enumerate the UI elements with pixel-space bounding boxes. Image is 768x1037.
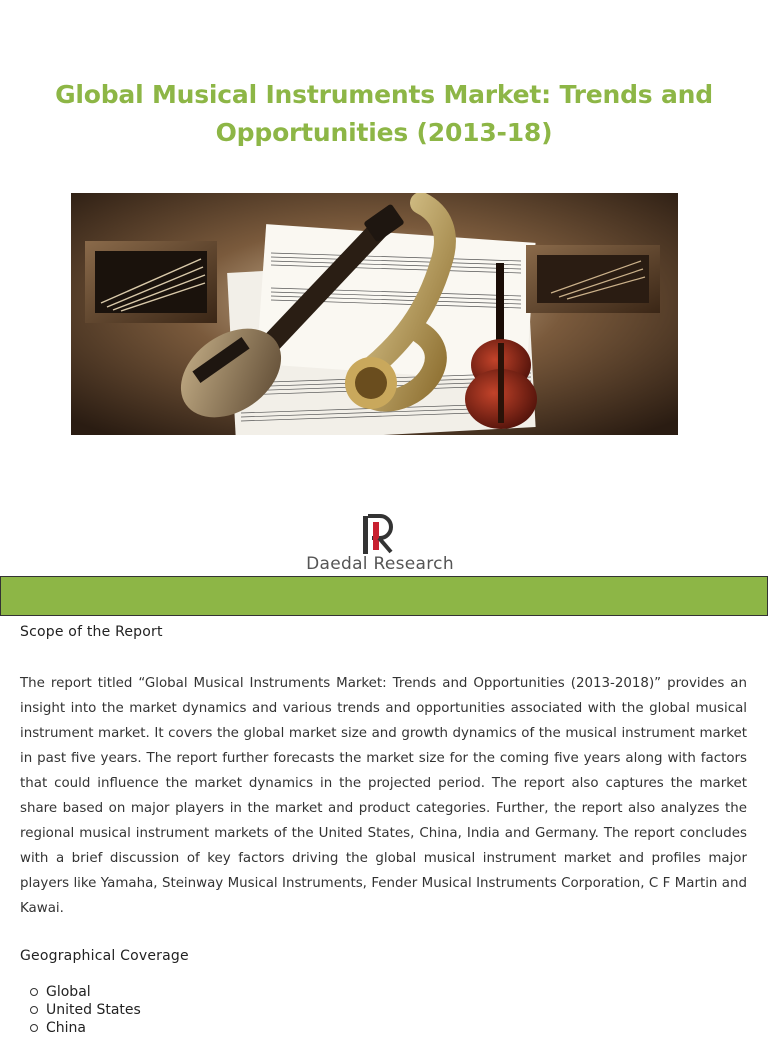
bullet-icon [30, 988, 38, 996]
scope-heading: Scope of the Report [20, 624, 163, 640]
geography-item-label: United States [46, 1002, 141, 1018]
scope-paragraph: The report titled “Global Musical Instruments Market: Trends and Opportunities (2013-2018)” provides an insight into the market dynamics and various trends and opportunities associated with the global musical instrument market. It covers the global market size and growth dynamics of the musical instrument market in past five years. The report further forecasts the market size for the coming five years along with factors that could influence the market dynamics in the projected period. The report also captures the market share based on major players in the market and product categories. Further, the report also analyzes the regional musical instrument markets of the United States, China, India and Germany. The report concludes with a brief discussion of key factors driving the global musical instrument market and profiles major players like Yamaha, Steinway Musical Instruments, Fender Musical Instruments Corporation, C F Martin and Kawai. [20, 676, 747, 916]
list-item [30, 1001, 141, 1019]
geography-item-label: China [46, 1020, 86, 1036]
list-item [30, 983, 141, 1001]
strings-picture-icon [526, 245, 660, 313]
geography-list [30, 983, 141, 1037]
geography-heading: Geographical Coverage [20, 948, 189, 964]
document-title [30, 76, 738, 152]
divider-bar [0, 576, 768, 616]
hero-image [71, 193, 678, 435]
geography-item-label: Global [46, 984, 91, 1000]
company-name: Daedal Research [306, 554, 454, 574]
piano-picture-icon [85, 241, 217, 323]
title-line-1: Global Musical Instruments Market: Trends and [55, 80, 713, 109]
bullet-icon [30, 1006, 38, 1014]
bullet-icon [30, 1024, 38, 1032]
company-logo [290, 514, 470, 574]
title-line-2: Opportunities (2013-18) [215, 118, 553, 147]
daedal-logo-icon [290, 514, 470, 556]
list-item [30, 1019, 141, 1037]
